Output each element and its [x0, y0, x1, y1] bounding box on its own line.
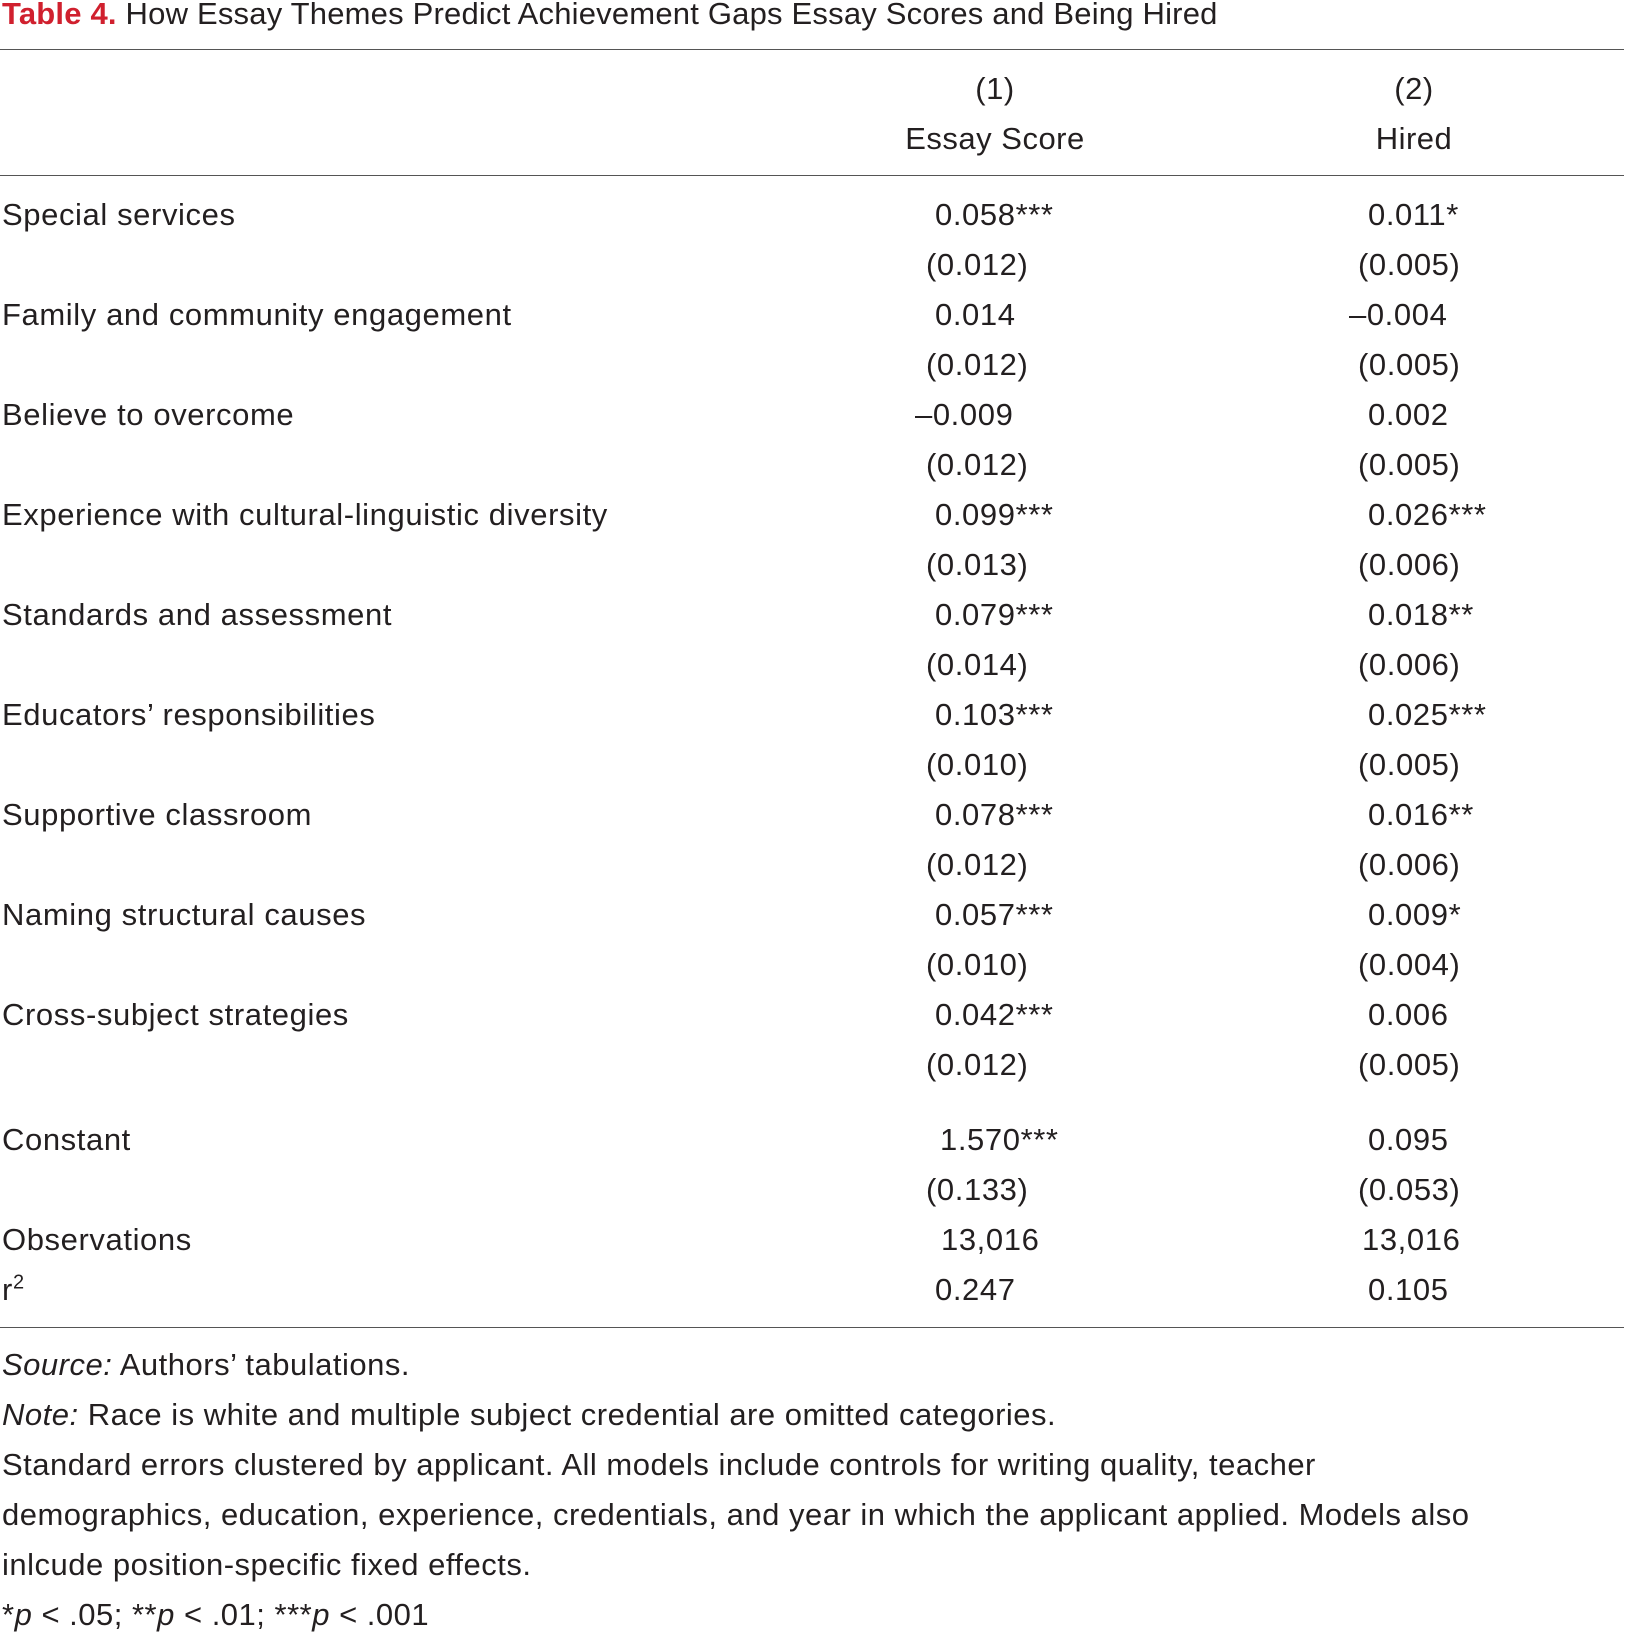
table-number: Table 4.	[2, 0, 117, 31]
coef-hired: 0.095	[1368, 1122, 1449, 1157]
coef-hired: 0.011*	[1368, 197, 1459, 232]
note-label: Note:	[2, 1397, 79, 1432]
column-header-1	[895, 64, 1095, 164]
se-hired: (0.006)	[1358, 547, 1461, 582]
source-label: Source:	[2, 1347, 113, 1382]
coef-essay-score: 0.042***	[935, 997, 1054, 1032]
se-essay-score: (0.010)	[926, 747, 1029, 782]
se-hired: (0.005)	[1358, 447, 1461, 482]
note-line-4: demographics, education, experience, credentials, and year in which the applicant applied. Models also	[2, 1497, 1470, 1532]
r2-superscript: 2	[12, 1271, 25, 1294]
se-essay-score: (0.012)	[926, 347, 1029, 382]
coef-essay-score: 0.058***	[935, 197, 1054, 232]
row-label: Cross-subject strategies	[2, 997, 349, 1032]
note-line	[2, 1390, 1056, 1440]
row-label: Standards and assessment	[2, 597, 393, 632]
coef-hired: 0.016**	[1368, 797, 1474, 832]
row-label: Supportive classroom	[2, 797, 313, 832]
sig-p: p	[157, 1597, 175, 1632]
se-essay-score: (0.012)	[926, 1047, 1029, 1082]
note-text: Race is white and multiple subject credential are omitted categories.	[78, 1397, 1057, 1432]
table-caption: How Essay Themes Predict Achievement Gaps Essay Scores and Being Hired	[116, 0, 1218, 31]
coef-essay-score: 0.099***	[935, 497, 1054, 532]
row-label-observations: Observations	[2, 1222, 192, 1257]
row-label: Naming structural causes	[2, 897, 367, 932]
coef-hired: 0.018**	[1368, 597, 1474, 632]
coef-hired: 0.025***	[1368, 697, 1487, 732]
coef-essay-score: 1.570***	[940, 1122, 1059, 1157]
se-hired: (0.005)	[1358, 747, 1461, 782]
sig-p: p	[14, 1597, 33, 1632]
sig-p: p	[312, 1597, 330, 1632]
row-label: Believe to overcome	[2, 397, 295, 432]
row-label: Experience with cultural-linguistic diversity	[2, 497, 608, 532]
column-name: Essay Score	[905, 121, 1085, 156]
sig-text-3: < .001	[329, 1597, 430, 1632]
coef-hired: 0.006	[1368, 997, 1449, 1032]
se-hired: (0.005)	[1358, 247, 1461, 282]
observations-essay-score: 13,016	[941, 1222, 1040, 1257]
coef-hired: 0.009*	[1368, 897, 1462, 932]
bottom-rule	[0, 1327, 1624, 1328]
sig-text-1: < .05; **	[32, 1597, 158, 1632]
column-name: Hired	[1375, 121, 1453, 156]
se-hired: (0.005)	[1358, 1047, 1461, 1082]
row-label: Educators’ responsibilities	[2, 697, 376, 732]
se-essay-score: (0.133)	[926, 1172, 1029, 1207]
note-line-5: inlcude position-specific fixed effects.	[2, 1547, 532, 1582]
coef-essay-score: 0.079***	[935, 597, 1054, 632]
row-label: Family and community engagement	[2, 297, 512, 332]
column-number: (2)	[1394, 71, 1434, 106]
column-number: (1)	[975, 71, 1015, 106]
observations-hired: 13,016	[1362, 1222, 1461, 1257]
se-essay-score: (0.010)	[926, 947, 1029, 982]
source-text: Authors’ tabulations.	[112, 1347, 410, 1382]
source-note	[2, 1340, 410, 1390]
se-hired: (0.053)	[1358, 1172, 1461, 1207]
row-label-r2	[2, 1265, 25, 1315]
se-essay-score: (0.013)	[926, 547, 1029, 582]
coef-essay-score: 0.078***	[935, 797, 1054, 832]
coef-hired: 0.002	[1368, 397, 1449, 432]
significance-note	[2, 1590, 429, 1640]
se-essay-score: (0.012)	[926, 247, 1029, 282]
coef-essay-score: 0.057***	[935, 897, 1054, 932]
r2-hired: 0.105	[1368, 1272, 1449, 1307]
se-hired: (0.004)	[1358, 947, 1461, 982]
coef-hired: 0.026***	[1368, 497, 1487, 532]
header-rule	[0, 175, 1624, 176]
row-label-constant: Constant	[2, 1122, 131, 1157]
coef-hired: –0.004	[1349, 297, 1448, 332]
note-line-3: Standard errors clustered by applicant. All models include controls for writing quality, teacher	[2, 1447, 1316, 1482]
se-hired: (0.006)	[1358, 847, 1461, 882]
r2-base: r	[2, 1272, 13, 1307]
se-essay-score: (0.012)	[926, 447, 1029, 482]
coef-essay-score: –0.009	[915, 397, 1014, 432]
column-header-2	[1314, 64, 1514, 164]
sig-star: *	[2, 1597, 15, 1632]
se-essay-score: (0.014)	[926, 647, 1029, 682]
se-hired: (0.006)	[1358, 647, 1461, 682]
table-title	[2, 0, 1218, 34]
coef-essay-score: 0.103***	[935, 697, 1054, 732]
r2-essay-score: 0.247	[935, 1272, 1016, 1307]
coef-essay-score: 0.014	[935, 297, 1016, 332]
se-hired: (0.005)	[1358, 347, 1461, 382]
sig-text-2: < .01; ***	[174, 1597, 313, 1632]
row-label: Special services	[2, 197, 236, 232]
top-rule	[0, 49, 1624, 50]
se-essay-score: (0.012)	[926, 847, 1029, 882]
